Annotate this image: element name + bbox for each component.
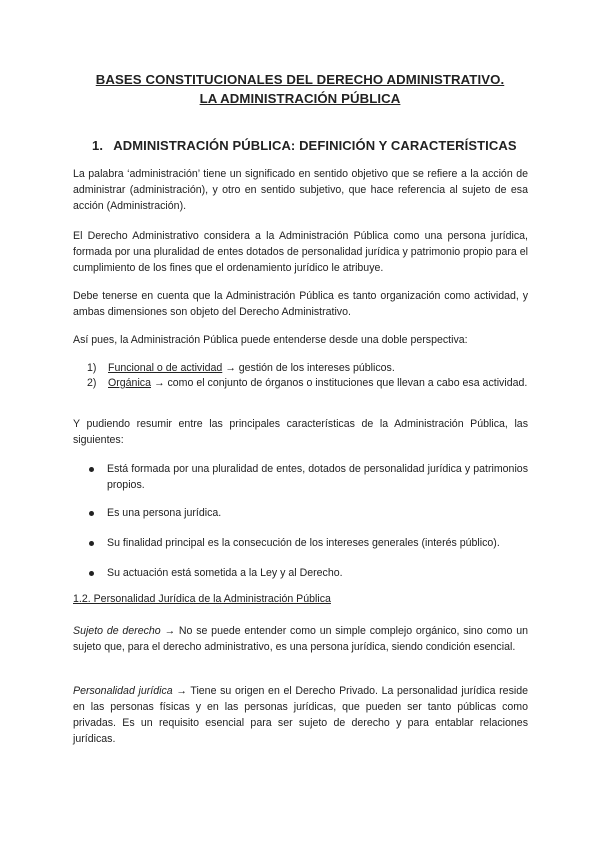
term-personalidad-juridica: Personalidad jurídica	[73, 685, 173, 697]
paragraph-1: La palabra ‘administración’ tiene un significado en sentido objetivo que se refiere a la acción de administrar (administración), y otro en sentido subjetivo, que hace referencia al sujeto de esa acción (Administración).	[73, 168, 528, 212]
sujeto-derecho-text: → No se puede entender como un simple complejo orgánico, sino como un sujeto que, para el derecho administrativo, es una persona jurídica, siendo condición esencial.	[73, 625, 528, 653]
bullet-icon	[89, 571, 94, 576]
title-line-1: BASES CONSTITUCIONALES DEL DERECHO ADMINISTRATIVO.	[95, 72, 505, 87]
personalidad-juridica-text: → Tiene su origen en el Derecho Privado. La personalidad jurídica reside en las personas físicas y en las personas jurídicas, que pueden ser tanto públicas como privadas. Es un requisito esencial para ser sujeto de derecho y para entablar relaciones jurídicas.	[73, 685, 529, 745]
bullet-icon	[89, 467, 94, 472]
bullet-icon	[89, 541, 94, 546]
perspective-text: → gestión de los intereses públicos.	[222, 362, 395, 374]
list-marker: 2)	[87, 377, 97, 389]
list-marker: 1)	[87, 362, 97, 374]
subsection-heading: 1.2. Personalidad Jurídica de la Administración Pública	[73, 593, 331, 605]
paragraph-3: Debe tenerse en cuenta que la Administración Pública es tanto organización como actividad, y ambas dimensiones son objeto del Derecho Administrativo.	[73, 290, 528, 318]
characteristic-text: Está formada por una pluralidad de entes, dotados de personalidad jurídica y patrimonios propios.	[107, 463, 528, 491]
section-1-heading	[92, 138, 517, 153]
term-sujeto-derecho: Sujeto de derecho	[73, 625, 161, 637]
characteristic-text: Es una persona jurídica.	[107, 507, 222, 519]
perspective-term: Orgánica	[108, 377, 151, 389]
characteristic-text: Su actuación está sometida a la Ley y al Derecho.	[107, 567, 343, 579]
characteristic-text: Su finalidad principal es la consecución de los intereses generales (interés público).	[107, 537, 500, 549]
bullet-icon	[89, 511, 94, 516]
paragraph-5: Y pudiendo resumir entre las principales características de la Administración Pública, las siguientes:	[73, 418, 528, 446]
perspective-term: Funcional o de actividad	[108, 362, 223, 374]
section-heading-text: ADMINISTRACIÓN PÚBLICA: DEFINICIÓN Y CARACTERÍSTICAS	[113, 138, 517, 153]
paragraph-2: El Derecho Administrativo considera a la Administración Pública como una persona jurídica, formada por una pluralidad de entes dotados de personalidad jurídica y patrimonio propio para el cumplimiento de los fines que el ordenamiento jurídico le atribuye.	[73, 230, 528, 274]
section-number: 1.	[92, 138, 104, 153]
perspective-text: → como el conjunto de órganos o instituciones que llevan a cabo esa actividad.	[151, 377, 528, 389]
document-title	[60, 70, 540, 108]
paragraph-4: Así pues, la Administración Pública puede entenderse desde una doble perspectiva:	[73, 334, 468, 346]
paragraph-personalidad-juridica	[73, 683, 528, 747]
title-line-2: LA ADMINISTRACIÓN PÚBLICA	[199, 91, 401, 106]
paragraph-sujeto-derecho	[73, 623, 528, 655]
